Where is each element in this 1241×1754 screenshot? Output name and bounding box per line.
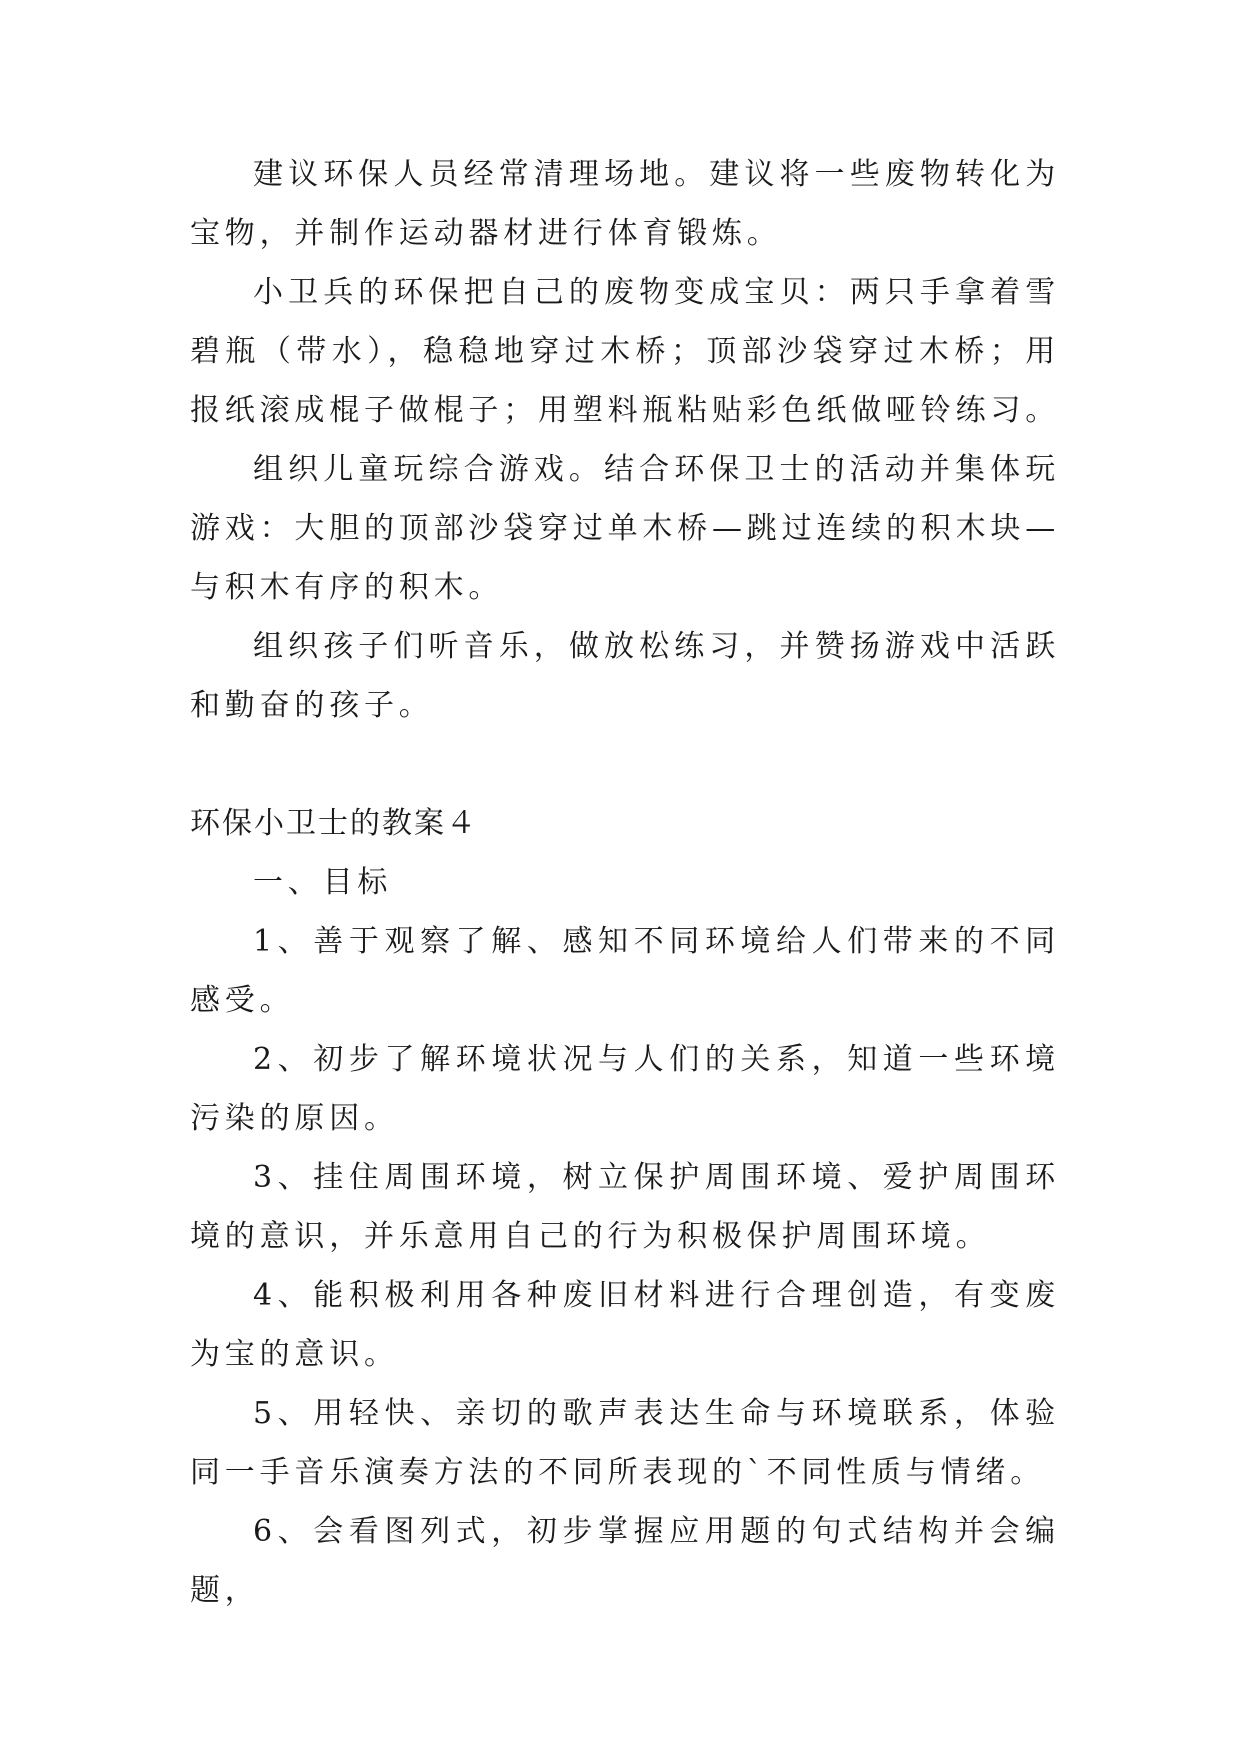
goal-item-5: 5、用轻快、亲切的歌声表达生命与环境联系，体验同一手音乐演奏方法的不同所表现的`不同性质与情绪。 [190, 1396, 1060, 1490]
goal-item-4: 4、能积极利用各种废旧材料进行合理创造，有变废为宝的意识。 [190, 1278, 1060, 1372]
goal-item-3: 3、挂住周围环境，树立保护周围环境、爱护周围环境的意识，并乐意用自己的行为积极保护周围环境。 [190, 1160, 1060, 1254]
paragraph-group-game: 组织儿童玩综合游戏。结合环保卫士的活动并集体玩游戏：大胆的顶部沙袋穿过单木桥—跳过连续的积木块—与积木有序的积木。 [190, 452, 1060, 605]
paragraph-recycling-advice: 建议环保人员经常清理场地。建议将一些废物转化为宝物，并制作运动器材进行体育锻炼。 [190, 157, 1060, 251]
goal-item-2: 2、初步了解环境状况与人们的关系，知道一些环境污染的原因。 [190, 1042, 1060, 1136]
lesson-plan-heading: 环保小卫士的教案４ [190, 806, 478, 841]
section-title-goals: 一、目标 [253, 865, 393, 900]
goal-item-1: 1、善于观察了解、感知不同环境给人们带来的不同感受。 [190, 924, 1060, 1018]
paragraph-waste-to-treasure: 小卫兵的环保把自己的废物变成宝贝：两只手拿着雪碧瓶（带水），稳稳地穿过木桥；顶部沙袋穿过木桥；用报纸滚成棍子做棍子；用塑料瓶粘贴彩色纸做哑铃练习。 [190, 275, 1060, 428]
paragraph-relax-music: 组织孩子们听音乐，做放松练习，并赞扬游戏中活跃和勤奋的孩子。 [190, 629, 1060, 723]
goal-item-6: 6、会看图列式，初步掌握应用题的句式结构并会编题， [190, 1514, 1060, 1608]
document-body [190, 145, 1060, 1620]
